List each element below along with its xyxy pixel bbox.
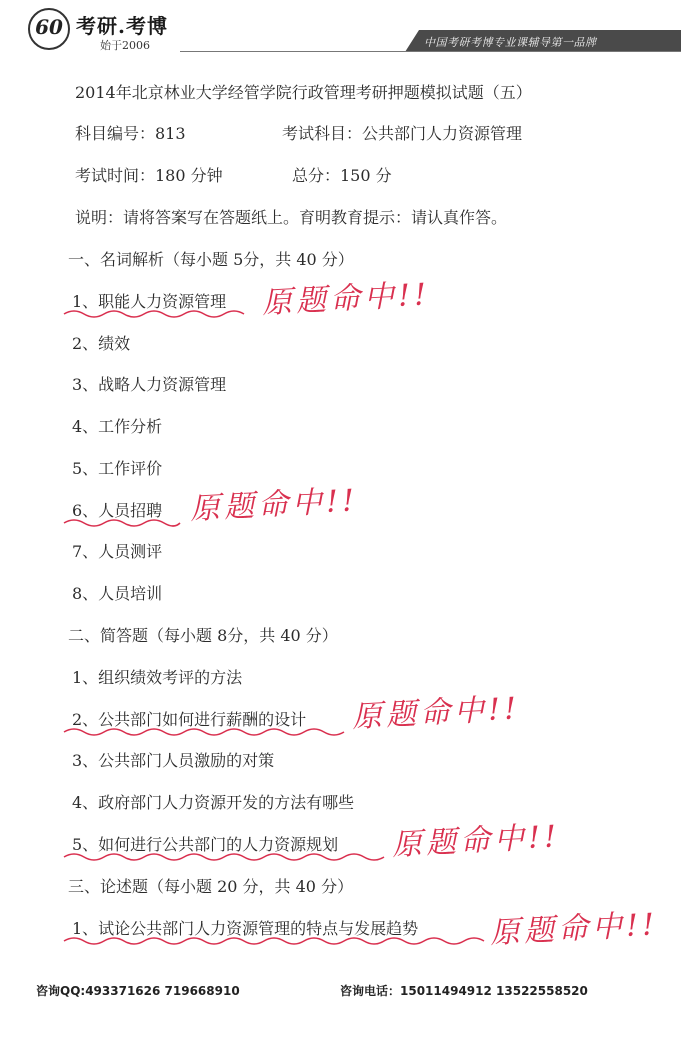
section1-heading: 一、名词解析（每小题 5分，共 40 分） <box>68 250 354 269</box>
brand-name: 考研.考博 <box>76 14 168 38</box>
wavy-underline <box>62 933 487 949</box>
handwritten-hit-note: 原题命中!! <box>351 691 521 735</box>
section1-item: 6、人员招聘 <box>72 501 163 520</box>
wavy-underline <box>62 306 252 322</box>
handwritten-hit-note: 原题命中!! <box>261 277 431 321</box>
instructions: 说明：请将答案写在答题纸上。育明教育提示：请认真作答。 <box>75 208 508 227</box>
page-header <box>0 0 681 60</box>
wavy-underline <box>62 724 347 740</box>
logo-icon: 60 <box>28 8 70 50</box>
footer-phone: 咨询电话：15011494912 13522558520 <box>340 984 588 998</box>
wavy-underline <box>62 515 182 531</box>
brand-since: 始于2006 <box>100 39 150 52</box>
footer-qq: 咨询QQ:493371626 719668910 <box>36 984 240 998</box>
doc-title: 2014年北京林业大学经管学院行政管理考研押题模拟试题（五） <box>75 83 532 102</box>
section1-item: 3、战略人力资源管理 <box>72 375 227 394</box>
header-slogan: 中国考研考博专业课辅导第一品牌 <box>424 36 597 49</box>
section3-item: 1、试论公共部门人力资源管理的特点与发展趋势 <box>72 919 419 938</box>
header-divider <box>180 51 681 52</box>
handwritten-hit-note: 原题命中!! <box>391 819 561 863</box>
section1-item: 4、工作分析 <box>72 417 163 436</box>
handwritten-hit-note: 原题命中!! <box>189 483 359 527</box>
subject-code: 科目编号：813 <box>75 124 186 143</box>
subject-name: 考试科目：公共部门人力资源管理 <box>282 124 523 143</box>
section2-item: 5、如何进行公共部门的人力资源规划 <box>72 835 339 854</box>
section3-heading: 三、论述题（每小题 20 分，共 40 分） <box>68 877 354 896</box>
wavy-underline <box>62 849 387 865</box>
section1-item: 7、人员测评 <box>72 542 163 561</box>
section2-item: 4、政府部门人力资源开发的方法有哪些 <box>72 793 355 812</box>
section2-heading: 二、简答题（每小题 8分，共 40 分） <box>68 626 338 645</box>
exam-time: 考试时间：180 分钟 <box>75 166 223 185</box>
section2-item: 3、公共部门人员激励的对策 <box>72 751 275 770</box>
total-score: 总分：150 分 <box>292 166 392 185</box>
section1-item: 5、工作评价 <box>72 459 163 478</box>
section1-item: 2、绩效 <box>72 334 131 353</box>
section2-item: 2、公共部门如何进行薪酬的设计 <box>72 710 307 729</box>
handwritten-hit-note: 原题命中!! <box>489 907 659 951</box>
section2-item: 1、组织绩效考评的方法 <box>72 668 243 687</box>
section1-item: 1、职能人力资源管理 <box>72 292 227 311</box>
section1-item: 8、人员培训 <box>72 584 163 603</box>
